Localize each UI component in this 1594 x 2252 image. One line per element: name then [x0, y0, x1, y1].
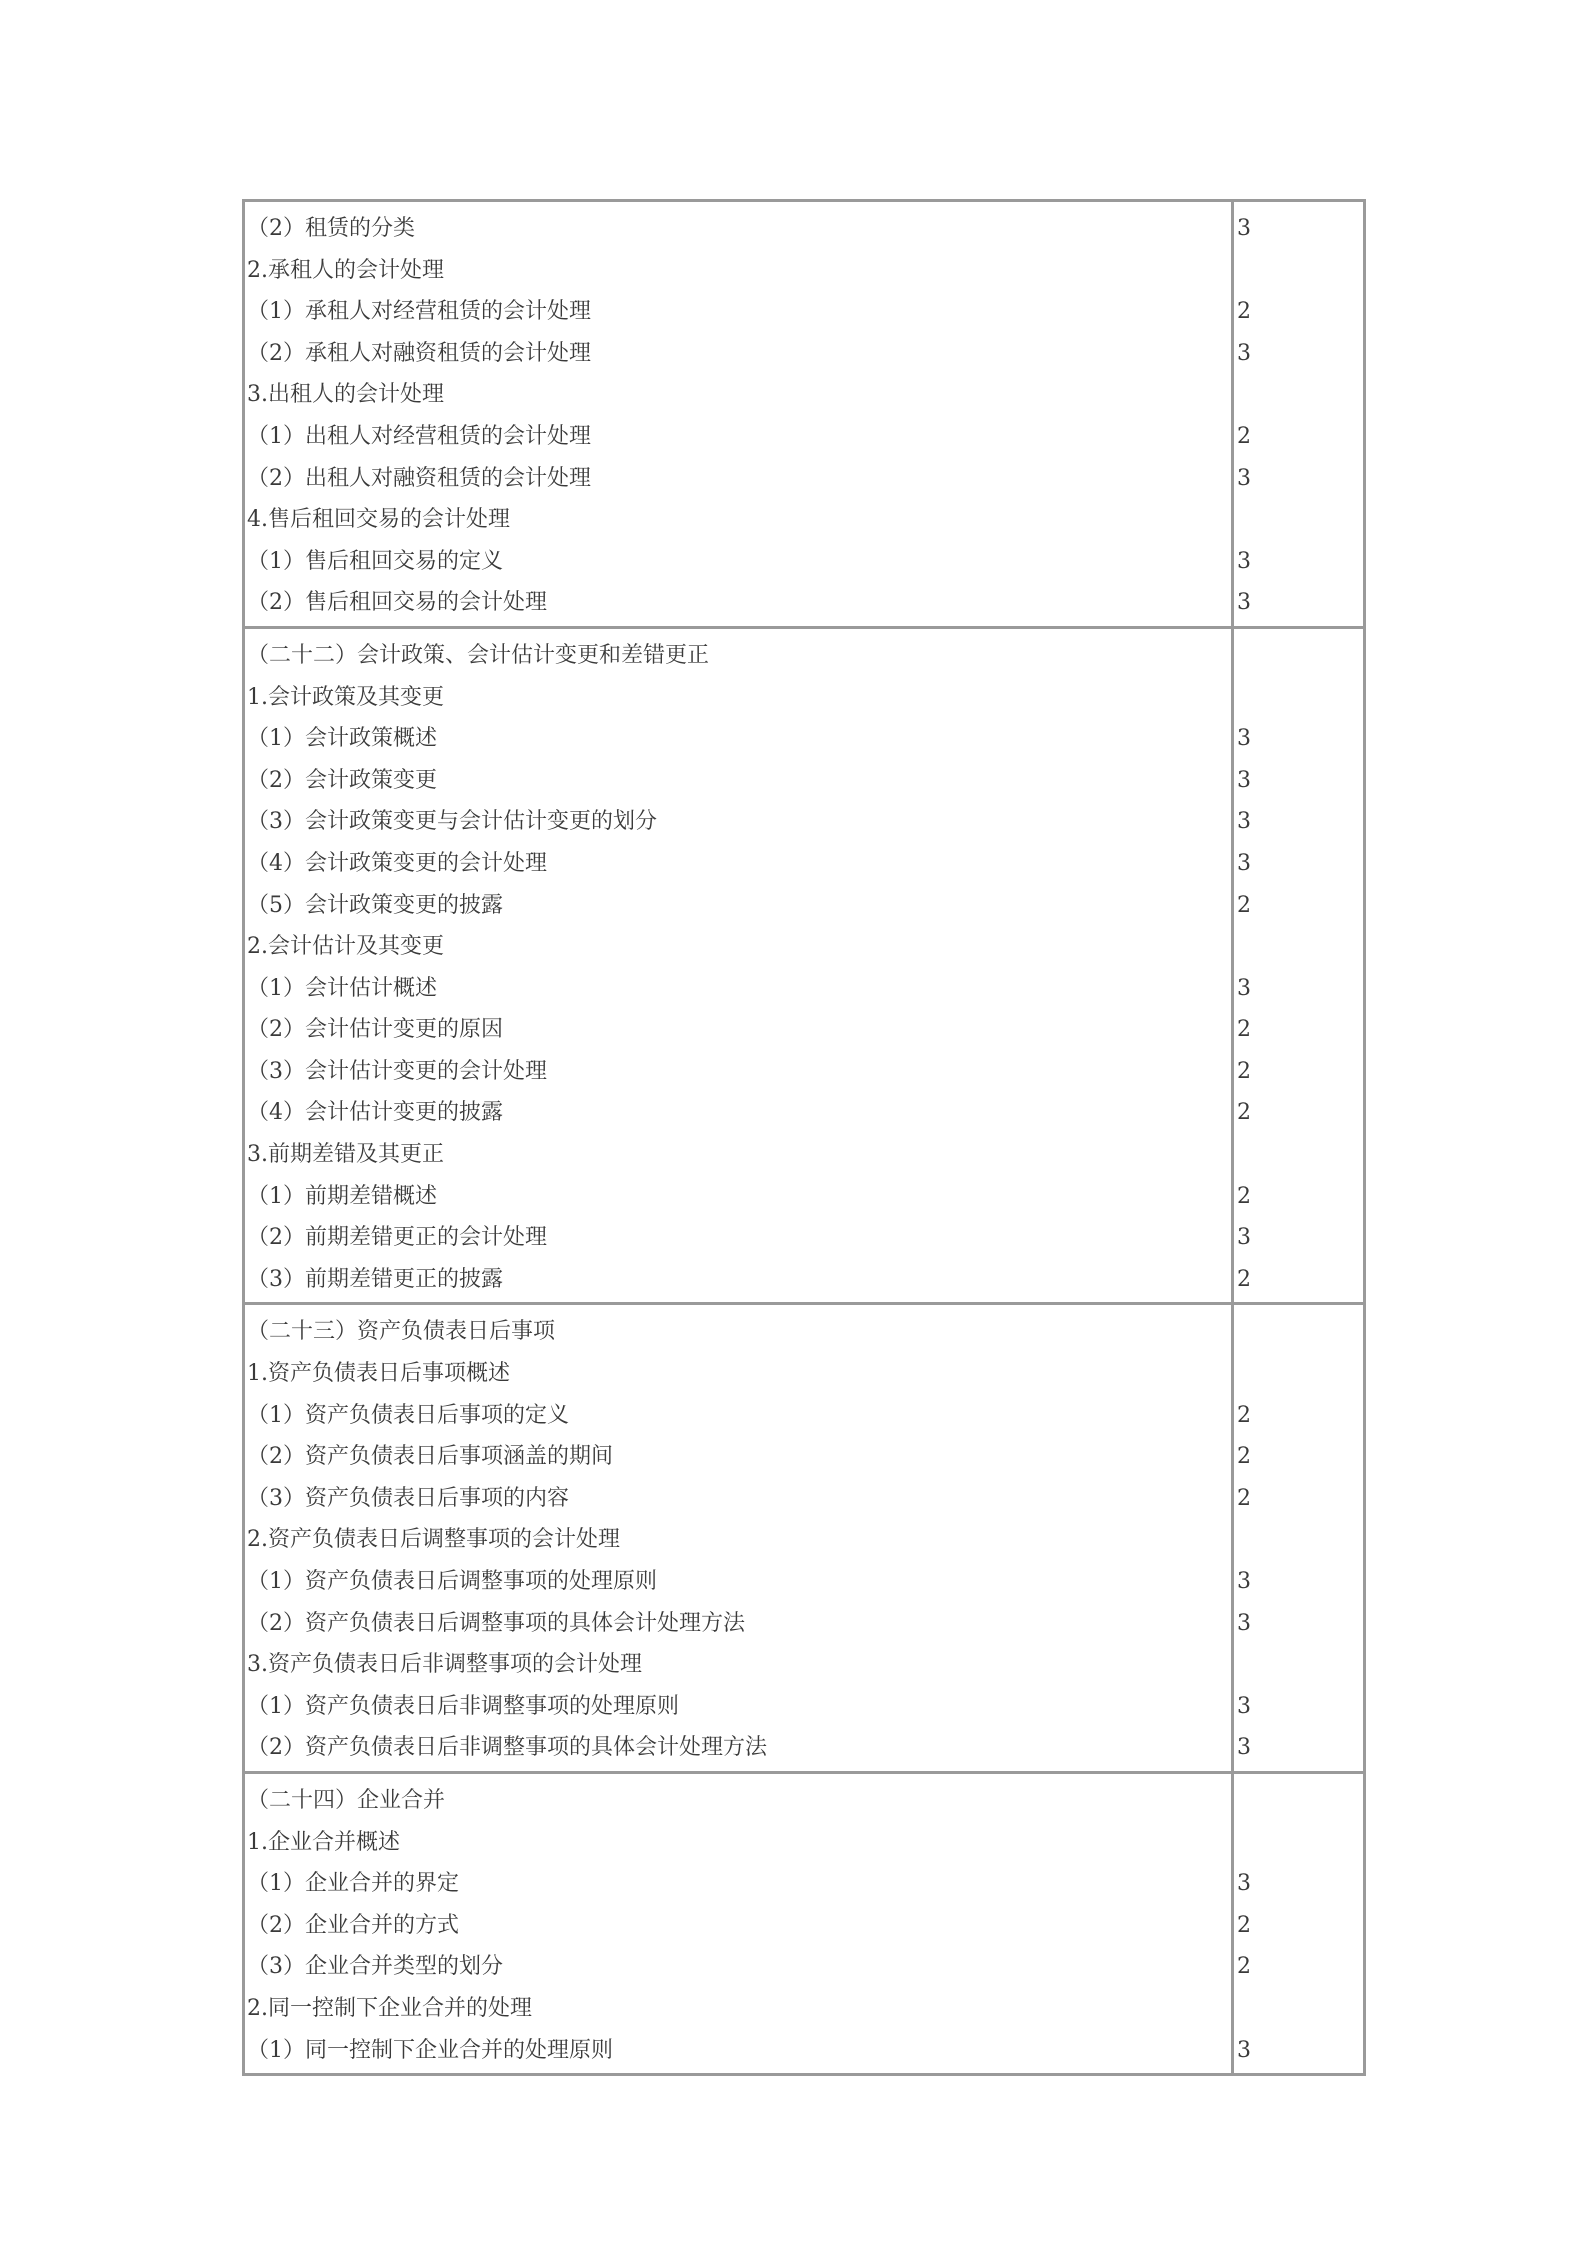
item-level: 2 — [1237, 1058, 1251, 1084]
item-text: （3）会计政策变更与会计估计变更的划分 — [247, 809, 657, 835]
content-cell — [245, 202, 1231, 626]
item-text: 2.资产负债表日后调整事项的会计处理 — [247, 1527, 620, 1553]
item-text: （1）资产负债表日后非调整事项的处理原则 — [247, 1693, 679, 1719]
item-text: 3.前期差错及其更正 — [247, 1142, 444, 1168]
level-cell — [1231, 202, 1363, 626]
item-text: 2.会计估计及其变更 — [247, 934, 444, 960]
item-text: （3）资产负债表日后事项的内容 — [247, 1485, 569, 1511]
item-text: （2）会计政策变更 — [247, 767, 437, 793]
item-level — [1237, 1780, 1363, 1822]
item-text: （2）企业合并的方式 — [247, 1912, 459, 1938]
item-text: （二十三）资产负债表日后事项 — [247, 1319, 556, 1345]
item-level: 2 — [1237, 1485, 1251, 1511]
level-cell — [1231, 1302, 1363, 1771]
item-text: （2）资产负债表日后调整事项的具体会计处理方法 — [247, 1610, 745, 1636]
item-level — [1237, 1134, 1363, 1176]
item-level: 3 — [1237, 767, 1251, 793]
content-cell — [245, 1771, 1231, 2073]
item-level: 3 — [1237, 340, 1251, 366]
item-level: 3 — [1237, 809, 1251, 835]
item-text: （3）企业合并类型的划分 — [247, 1954, 503, 1980]
item-text: （2）承租人对融资租赁的会计处理 — [247, 340, 591, 366]
item-level — [1237, 499, 1363, 541]
item-text: 1.会计政策及其变更 — [247, 684, 444, 710]
item-level: 2 — [1237, 423, 1251, 449]
item-text: （5）会计政策变更的披露 — [247, 892, 503, 918]
item-level: 3 — [1237, 2037, 1251, 2063]
item-level: 2 — [1237, 1402, 1251, 1428]
item-level — [1237, 635, 1363, 677]
item-text: （1）会计估计概述 — [247, 975, 437, 1001]
item-level: 3 — [1237, 216, 1251, 241]
item-level — [1237, 374, 1363, 416]
item-text: （二十二）会计政策、会计估计变更和差错更正 — [247, 642, 710, 668]
item-text: （1）企业合并的界定 — [247, 1871, 459, 1897]
item-level: 3 — [1237, 1225, 1251, 1251]
item-text: 3.出租人的会计处理 — [247, 382, 444, 408]
item-text: （1）出租人对经营租赁的会计处理 — [247, 423, 591, 449]
item-level — [1237, 926, 1363, 968]
level-cell — [1231, 1771, 1363, 2073]
item-level — [1237, 1311, 1363, 1353]
item-text: 4.售后租回交易的会计处理 — [247, 507, 510, 533]
item-text: （2）租赁的分类 — [247, 216, 415, 241]
item-text: 1.企业合并概述 — [247, 1829, 400, 1855]
item-text: （2）售后租回交易的会计处理 — [247, 590, 547, 616]
item-level: 3 — [1237, 1569, 1251, 1594]
item-level: 3 — [1237, 548, 1251, 574]
item-text: 1.资产负债表日后事项概述 — [247, 1361, 510, 1387]
item-level: 2 — [1237, 1183, 1251, 1209]
item-level: 2 — [1237, 1100, 1251, 1126]
item-text: （1）售后租回交易的定义 — [247, 548, 503, 574]
item-level — [1237, 677, 1363, 719]
item-level: 2 — [1237, 1017, 1251, 1043]
table-row — [245, 1771, 1363, 2073]
item-text: （1）前期差错概述 — [247, 1183, 437, 1209]
item-text: （2）资产负债表日后事项涵盖的期间 — [247, 1444, 613, 1470]
item-level — [1237, 1644, 1363, 1686]
item-level — [1237, 1519, 1363, 1561]
item-level: 2 — [1237, 892, 1251, 918]
item-level — [1237, 1988, 1363, 2030]
item-level: 2 — [1237, 1444, 1251, 1470]
item-text: （2）会计估计变更的原因 — [247, 1017, 503, 1043]
item-text: 2.承租人的会计处理 — [247, 257, 444, 283]
syllabus-table-body — [245, 202, 1363, 2073]
item-text: 2.同一控制下企业合并的处理 — [247, 1995, 532, 2021]
item-level: 3 — [1237, 1610, 1251, 1636]
item-level: 3 — [1237, 465, 1251, 491]
item-level: 3 — [1237, 850, 1251, 876]
item-text: （2）出租人对融资租赁的会计处理 — [247, 465, 591, 491]
item-text: （1）同一控制下企业合并的处理原则 — [247, 2037, 613, 2063]
table-row — [245, 1302, 1363, 1771]
syllabus-table — [242, 199, 1366, 2076]
item-text: （2）前期差错更正的会计处理 — [247, 1225, 547, 1251]
item-text: （3）会计估计变更的会计处理 — [247, 1058, 547, 1084]
item-level: 2 — [1237, 299, 1251, 325]
item-text: （3）前期差错更正的披露 — [247, 1266, 503, 1292]
content-cell — [245, 1302, 1231, 1771]
table-row — [245, 626, 1363, 1303]
item-text: （二十四）企业合并 — [247, 1787, 446, 1813]
item-level: 3 — [1237, 590, 1251, 616]
item-text: 3.资产负债表日后非调整事项的会计处理 — [247, 1652, 642, 1678]
item-level: 3 — [1237, 1693, 1251, 1719]
item-text: （4）会计估计变更的披露 — [247, 1100, 503, 1126]
item-level: 3 — [1237, 726, 1251, 752]
item-level: 2 — [1237, 1266, 1251, 1292]
item-text: （2）资产负债表日后非调整事项的具体会计处理方法 — [247, 1735, 767, 1761]
level-cell — [1231, 626, 1363, 1303]
item-text: （1）会计政策概述 — [247, 726, 437, 752]
item-level — [1237, 1822, 1363, 1864]
item-text: （4）会计政策变更的会计处理 — [247, 850, 547, 876]
item-text: （1）承租人对经营租赁的会计处理 — [247, 299, 591, 325]
item-level: 3 — [1237, 1735, 1251, 1761]
item-level: 3 — [1237, 975, 1251, 1001]
table-row — [245, 202, 1363, 626]
item-level — [1237, 250, 1363, 292]
item-level: 3 — [1237, 1871, 1251, 1897]
content-cell — [245, 626, 1231, 1303]
item-level: 2 — [1237, 1912, 1251, 1938]
item-level — [1237, 1353, 1363, 1395]
item-text: （1）资产负债表日后调整事项的处理原则 — [247, 1569, 657, 1594]
item-text: （1）资产负债表日后事项的定义 — [247, 1402, 569, 1428]
item-level: 2 — [1237, 1954, 1251, 1980]
